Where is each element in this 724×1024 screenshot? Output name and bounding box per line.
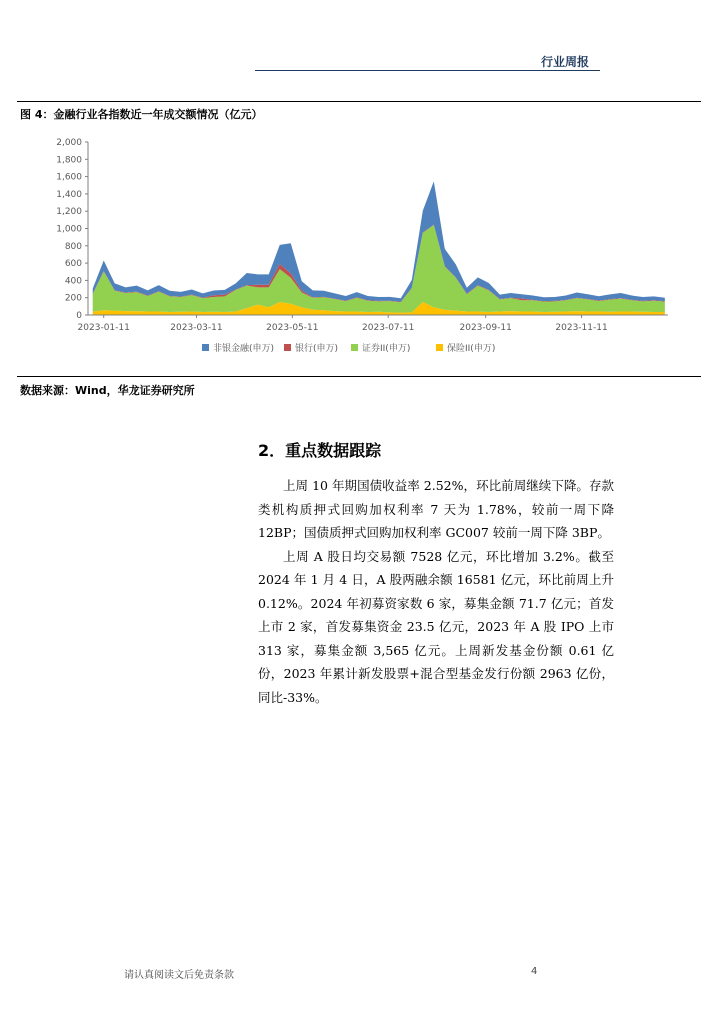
section-title: 2．重点数据跟踪 [258,441,382,460]
y-tick-label: 600 [64,259,82,270]
figure-source: 数据来源：Wind，华龙证券研究所 [20,384,195,397]
legend-swatch [351,344,358,351]
y-tick-label: 400 [64,276,82,287]
legend-label: 证券II(申万) [362,344,411,354]
legend-swatch [202,344,209,351]
footer-disclaimer: 请认真阅读文后免责条款 [124,970,234,981]
header-rule [255,70,600,71]
x-tick-label: 2023-07-11 [362,323,415,333]
legend-swatch [436,344,443,351]
legend-label: 银行(申万) [295,344,339,354]
y-tick-label: 1,000 [56,224,82,235]
x-tick-label: 2023-05-11 [266,323,319,333]
figure-top-rule [17,101,701,102]
report-type-label: 行业周报 [540,55,589,69]
paragraph-rates: 上周 10 年期国债收益率 2.52%，环比前周继续下降。存款类机构质押式回购加权利率 7 天为 1.78%，较前一周下降 12BP；国债质押式回购加权利率 GC007 较前一周下降 3BP。 [258,478,614,540]
y-tick-label: 200 [64,293,82,304]
area-series-3 [93,181,665,301]
figure-caption: 图 4：金融行业各指数近一年成交额情况（亿元） [20,108,263,121]
section-body [258,474,614,709]
x-tick-label: 2023-11-11 [555,323,608,333]
x-tick-label: 2023-01-11 [77,323,130,333]
legend-label: 非银金融(申万) [213,344,275,354]
page-number: 4 [531,966,538,977]
figure-bottom-rule [17,376,701,377]
x-tick-label: 2023-03-11 [170,323,223,333]
area-series-2 [93,225,665,303]
y-tick-label: 800 [64,241,82,252]
turnover-area-chart [20,128,680,368]
y-tick-label: 1,200 [56,207,82,218]
legend-label: 保险II(申万) [447,344,496,354]
legend-swatch [284,344,291,351]
y-tick-label: 2,000 [56,138,82,148]
y-tick-label: 1,800 [56,155,82,166]
y-tick-label: 1,600 [56,172,82,183]
y-tick-label: 1,400 [56,189,82,200]
y-tick-label: 0 [76,311,82,321]
x-tick-label: 2023-09-11 [459,323,512,333]
paragraph-market: 上周 A 股日均交易额 7528 亿元，环比增加 3.2%。截至 2024 年 1 月 4 日，A 股两融余额 16581 亿元，环比前周上升 0.12%。2024 年初募资家数 6 家，募集金额 71.7 亿元；首发上市 2 家，首发募集资金 23.5 亿元，2023 年 A 股 IPO 上市 313 家，募集金额 3,565 亿元。上周新发基金份额 0.61 亿份，2023 年累计新发股票+混合型基金发行份额 2963 亿份，同比-33%。 [258,548,614,705]
